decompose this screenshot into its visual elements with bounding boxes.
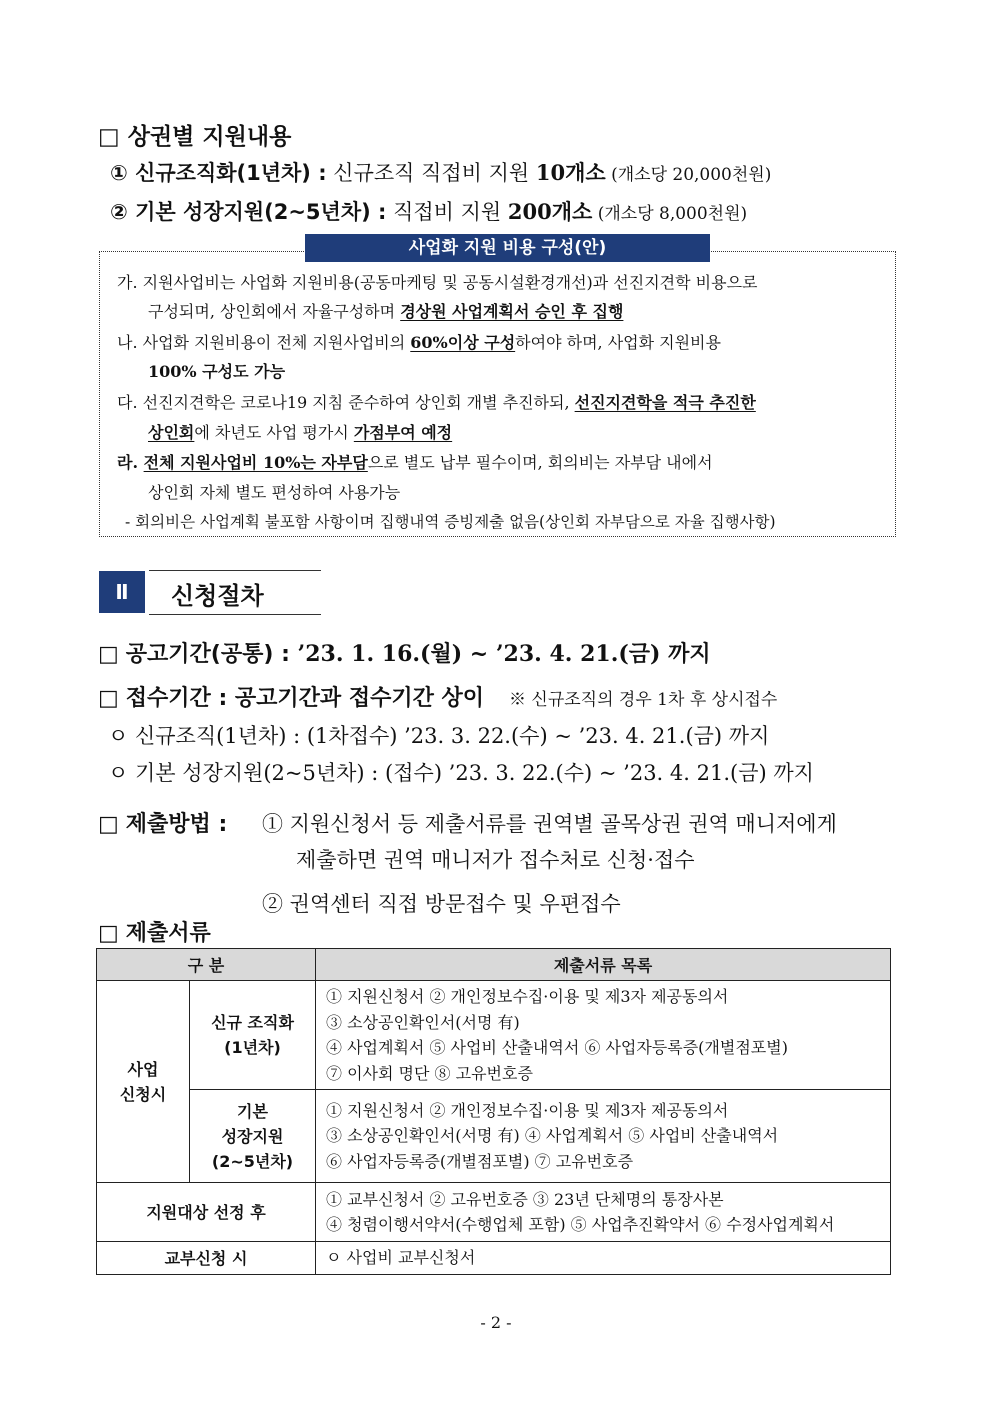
list-item: ① 지원신청서 ② 개인정보수집·이용 및 제3자 제공동의서 bbox=[326, 987, 729, 1006]
list-item: ③ 소상공인확인서(서명 有) bbox=[326, 1012, 520, 1032]
selected-docs-cell bbox=[316, 1183, 891, 1242]
documents-table bbox=[96, 948, 891, 1275]
support-item-1 bbox=[110, 157, 771, 187]
selected-category-cell: 지원대상 선정 후 bbox=[97, 1183, 316, 1242]
budget-da-emphasis: 선진지견학을 적극 추진한 bbox=[574, 393, 756, 412]
apply-label-2: 신청시 bbox=[119, 1084, 167, 1104]
notice-period bbox=[98, 637, 711, 668]
table-row bbox=[97, 1183, 891, 1242]
apply-category-cell bbox=[97, 981, 190, 1183]
method-item-2: ② 권역센터 직접 방문접수 및 우편접수 bbox=[262, 892, 621, 916]
budget-ga-text: 구성되며, 상인회에서 자율구성하며 bbox=[148, 302, 401, 321]
notice-period-value: ’23. 1. 16.(월) ~ ’23. 4. 21.(금) 까지 bbox=[289, 641, 711, 667]
support-item-2-count: 200개소 bbox=[507, 199, 593, 224]
basic-label-3: (2~5년차) bbox=[211, 1151, 294, 1171]
list-item: ④ 청렴이행서약서(수행업체 포함) ⑤ 사업추진확약서 ⑥ 수정사업계획서 bbox=[326, 1215, 835, 1234]
notice-period-label: 공고기간(공통) : bbox=[125, 642, 290, 667]
budget-dash-note: - 회의비은 사업계획 불포함 사항이며 집행내역 증빙제출 없음(상인회 자부담으로 자율 집행사항) bbox=[125, 513, 776, 531]
budget-title: 사업화 지원 비용 구성(안) bbox=[305, 234, 710, 262]
table-row bbox=[97, 981, 891, 1090]
budget-na-emphasis: 60%이상 구성 bbox=[410, 333, 516, 352]
budget-na-text-c: 하여야 하며, 사업화 지원비용 bbox=[515, 333, 721, 352]
support-item-1-text: 신규조직 직접비 지원 bbox=[326, 161, 536, 185]
support-heading-text: 상권별 지원내용 bbox=[127, 124, 292, 150]
new-org-label-2: (1년차) bbox=[224, 1038, 281, 1057]
budget-na-text-a: 나. 사업화 지원비용이 전체 지원사업비의 bbox=[117, 333, 411, 352]
checkbox-square-icon: □ bbox=[98, 124, 120, 150]
budget-ga-line1: 가. 지원사업비는 사업화 지원비용(공동마케팅 및 공동시설환경개선)과 선진지견학 비용으로 bbox=[117, 273, 758, 292]
section-line-top bbox=[149, 570, 321, 571]
apply-label-1: 사업 bbox=[127, 1059, 159, 1079]
method-label: 제출방법 : bbox=[125, 812, 228, 837]
checkbox-square-icon: □ bbox=[98, 812, 119, 837]
support-heading bbox=[98, 118, 291, 151]
grant-docs-cell: ㅇ 사업비 교부신청서 bbox=[316, 1242, 891, 1275]
budget-ra-line1 bbox=[117, 450, 713, 473]
new-org-docs-cell bbox=[316, 981, 891, 1090]
budget-ra-text: 으로 별도 납부 필수이며, 회의비는 자부담 내에서 bbox=[367, 453, 713, 472]
budget-na-line1 bbox=[117, 330, 721, 353]
receipt-basic: ㅇ 기본 성장지원(2~5년차) : (접수) ’23. 3. 22.(수) ~ ’23. 4. 21.(금) 까지 bbox=[108, 761, 814, 785]
receipt-new-org: ㅇ 신규조직(1년차) : (1차접수) ’23. 3. 22.(수) ~ ’23. 4. 21.(금) 까지 bbox=[108, 724, 770, 748]
table-row bbox=[97, 1242, 891, 1275]
table-header-row bbox=[97, 949, 891, 981]
budget-da-text-b: 에 차년도 사업 평가시 bbox=[194, 423, 354, 442]
budget-ga-line2 bbox=[148, 299, 623, 322]
checkbox-square-icon: □ bbox=[98, 686, 119, 711]
receipt-period-label: 접수기간 : 공고기간과 접수기간 상이 bbox=[125, 686, 485, 711]
col-list-header: 제출서류 목록 bbox=[316, 949, 891, 981]
budget-da-text-a: 다. 선진지견학은 코로나19 지침 준수하여 상인회 개별 추진하되, bbox=[117, 393, 575, 412]
support-item-2-lead: ② 기본 성장지원(2~5년차) : bbox=[110, 200, 387, 224]
support-item-2-note: (개소당 8,000천원) bbox=[592, 204, 748, 224]
support-item-1-lead: ① 신규조직화(1년차) : bbox=[110, 161, 327, 185]
checkbox-square-icon: □ bbox=[98, 921, 119, 946]
budget-ra-prefix: 라. bbox=[117, 453, 144, 472]
section-number: Ⅱ bbox=[99, 571, 145, 613]
support-item-1-count: 10개소 bbox=[535, 160, 606, 185]
budget-da-line1 bbox=[117, 390, 756, 413]
page-number: - 2 - bbox=[480, 1313, 512, 1332]
col-category-header: 구 분 bbox=[97, 949, 316, 981]
basic-docs-cell bbox=[316, 1090, 891, 1183]
list-item: ③ 소상공인확인서(서명 有) ④ 사업계획서 ⑤ 사업비 산출내역서 bbox=[326, 1126, 779, 1146]
receipt-period bbox=[98, 681, 777, 712]
basic-category-cell bbox=[190, 1090, 316, 1183]
grant-category-cell: 교부신청 시 bbox=[97, 1242, 316, 1275]
list-item: ⑥ 사업자등록증(개별점포별) ⑦ 고유번호증 bbox=[326, 1151, 634, 1171]
method-heading bbox=[98, 807, 227, 838]
list-item: ① 지원신청서 ② 개인정보수집·이용 및 제3자 제공동의서 bbox=[326, 1100, 729, 1120]
support-item-2-text: 직접비 지원 bbox=[386, 200, 508, 224]
basic-label-2: 성장지원 bbox=[221, 1126, 284, 1146]
budget-da-line2 bbox=[148, 420, 452, 443]
documents-heading bbox=[98, 916, 211, 947]
section-title: 신청절차 bbox=[171, 582, 264, 610]
budget-ra-line2: 상인회 자체 별도 편성하여 사용가능 bbox=[148, 483, 401, 502]
list-item: ④ 사업계획서 ⑤ 사업비 산출내역서 ⑥ 사업자등록증(개별점포별) bbox=[326, 1038, 788, 1057]
section-line-bottom bbox=[149, 614, 321, 615]
budget-na-line2: 100% 구성도 가능 bbox=[148, 362, 286, 381]
budget-da-emphasis-2: 상인회 bbox=[148, 423, 195, 442]
method-item-1-cont: 제출하면 권역 매니저가 접수처로 신청·접수 bbox=[296, 848, 695, 872]
basic-label-1: 기본 bbox=[237, 1101, 268, 1121]
budget-da-emphasis-3: 가점부여 예정 bbox=[353, 423, 453, 442]
support-item-1-note: (개소당 20,000천원) bbox=[605, 165, 772, 185]
new-org-label-1: 신규 조직화 bbox=[211, 1013, 294, 1032]
budget-ra-emphasis: 전체 지원사업비 10%는 자부담 bbox=[143, 453, 368, 472]
receipt-period-note: ※ 신규조직의 경우 1차 후 상시접수 bbox=[509, 690, 778, 710]
method-item-1: ① 지원신청서 등 제출서류를 권역별 골목상권 권역 매니저에게 bbox=[262, 812, 837, 836]
support-item-2 bbox=[110, 196, 747, 226]
list-item: ① 교부신청서 ② 고유번호증 ③ 23년 단체명의 통장사본 bbox=[326, 1189, 724, 1209]
budget-ga-emphasis: 경상원 사업계획서 승인 후 집행 bbox=[400, 302, 624, 321]
table-row bbox=[97, 1090, 891, 1183]
documents-heading-text: 제출서류 bbox=[125, 921, 211, 946]
new-org-category-cell bbox=[190, 981, 316, 1090]
checkbox-square-icon: □ bbox=[98, 642, 119, 667]
list-item: ⑦ 이사회 명단 ⑧ 고유번호증 bbox=[326, 1063, 533, 1083]
